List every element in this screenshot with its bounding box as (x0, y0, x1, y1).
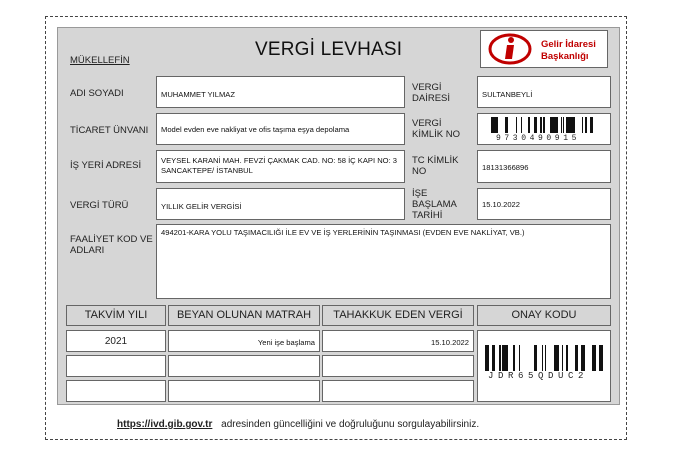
barcode-bar (502, 345, 503, 371)
barcode-bar (599, 345, 602, 371)
barcode-bar (593, 345, 596, 371)
label-activity: FAALİYET KOD VE ADLARI (70, 234, 153, 256)
barcode-bar (581, 345, 582, 371)
barcode-bar (519, 345, 520, 371)
label-start-date: İŞE BAŞLAMA TARİHİ (412, 188, 457, 221)
barcode-bar (554, 345, 556, 371)
barcode-bar (582, 345, 585, 371)
logo-line1: Gelir İdaresi (541, 39, 596, 50)
barcode-bar (500, 345, 501, 371)
footer-note (117, 419, 479, 430)
barcode-bar (485, 345, 488, 371)
barcode-bar (543, 117, 544, 133)
barcode-bar (573, 117, 575, 133)
barcode-bar (562, 345, 563, 371)
barcode-bar (513, 345, 514, 371)
start-date-box (477, 188, 611, 220)
start-date-value: 15.10.2022 (482, 200, 521, 209)
table-cell-year (66, 330, 166, 352)
barcode-bar (541, 117, 542, 133)
barcode-bar (577, 345, 578, 371)
section-label: MÜKELLEFİN (70, 55, 130, 66)
barcode-bar (561, 117, 562, 133)
tax-type-value: YILLIK GELİR VERGİSİ (161, 202, 242, 211)
barcode-bar (552, 117, 554, 133)
barcode-bar (505, 117, 506, 133)
page-title: VERGİ LEVHASI (255, 39, 403, 60)
barcode-bar (491, 117, 493, 133)
tax-office-value: SULTANBEYLİ (482, 90, 533, 99)
header-year: TAKVİM YILI (66, 305, 166, 326)
tax-id-box (477, 113, 611, 145)
barcode-bar (544, 117, 545, 133)
barcode-bar (528, 117, 530, 133)
barcode-bar (545, 345, 546, 371)
activity-box (156, 224, 611, 299)
barcode-bar (550, 117, 552, 133)
barcode-bar (493, 117, 494, 133)
address-value: VEYSEL KARANİ MAH. FEVZİ ÇAKMAK CAD. NO: 58 İÇ KAPI NO: 3 SANCAKTEPE/ İSTANBUL (161, 156, 398, 175)
barcode-bar (566, 117, 569, 133)
barcode-bar (592, 117, 593, 133)
barcode-bar (575, 345, 577, 371)
barcode-bar (556, 117, 558, 133)
barcode-bar (521, 117, 522, 133)
barcode-bar (540, 117, 541, 133)
table-cell-empty (322, 380, 474, 402)
tax-id-digits: 9730490915 (496, 134, 581, 143)
barcode-bar (495, 117, 498, 133)
barcode-bar (602, 345, 603, 371)
label-tax-type: VERGİ TÜRÜ (70, 200, 129, 211)
footer-link[interactable]: https://ivd.gib.gov.tr (117, 419, 213, 430)
gib-logo (480, 30, 608, 68)
barcode-bar (536, 345, 537, 371)
label-trade-name: TİCARET ÜNVANI (70, 125, 149, 136)
vergi-value: 15.10.2022 (430, 338, 469, 347)
barcode-bar (554, 117, 556, 133)
barcode-bar (556, 345, 559, 371)
table-cell-empty (66, 355, 166, 377)
name-value: MUHAMMET YILMAZ (161, 90, 235, 99)
table-cell-empty (66, 380, 166, 402)
barcode-bar (514, 345, 515, 371)
trade-name-box (156, 113, 405, 145)
label-address: İŞ YERİ ADRESİ (70, 160, 142, 171)
tax-id-barcode (491, 117, 599, 133)
barcode-bar (592, 345, 593, 371)
table-cell-empty (322, 355, 474, 377)
trade-name-value: Model evden eve nakliyat ve ofis taşıma eşya depolama (161, 125, 350, 134)
activity-value: 494201-KARA YOLU TAŞIMACILIĞI İLE EV VE İŞ YERLERİNİN TAŞINMASI (EVDEN EVE NAKLİYAT, VB.) (161, 228, 525, 237)
approval-box (477, 330, 611, 402)
barcode-bar (566, 345, 568, 371)
tc-id-value: 18131366896 (482, 163, 529, 172)
tc-id-box (477, 150, 611, 183)
barcode-bar (563, 117, 564, 133)
tax-office-box (477, 76, 611, 108)
barcode-bar (534, 345, 536, 371)
label-tax-office: VERGİ DAİRESİ (412, 82, 451, 104)
barcode-bar (572, 117, 573, 133)
barcode-bar (569, 117, 572, 133)
table-cell-empty (168, 355, 320, 377)
approval-barcode (485, 345, 603, 371)
barcode-bar (506, 117, 508, 133)
barcode-bar (534, 117, 537, 133)
barcode-bar (542, 345, 543, 371)
matrah-value: Yeni işe başlama (257, 338, 315, 347)
address-box (156, 150, 405, 183)
gib-logo-icon (487, 32, 533, 66)
table-cell-empty (168, 380, 320, 402)
barcode-bar (582, 117, 583, 133)
barcode-bar (503, 345, 506, 371)
barcode-bar (590, 117, 592, 133)
barcode-bar (494, 117, 495, 133)
barcode-bar (499, 345, 500, 371)
footer-text: adresinden güncelliğini ve doğruluğunu sorgulayabilirsiniz. (221, 419, 480, 430)
label-tc-id: TC KİMLİK NO (412, 155, 459, 177)
header-matrah: BEYAN OLUNAN MATRAH (168, 305, 320, 326)
barcode-bar (506, 345, 508, 371)
header-vergi: TAHAKKUK EDEN VERGİ (322, 305, 474, 326)
label-tax-id: VERGİ KİMLİK NO (412, 118, 461, 140)
barcode-bar (585, 117, 587, 133)
tax-type-box (156, 188, 405, 220)
barcode-bar (516, 117, 517, 133)
table-cell-matrah (168, 330, 320, 352)
approval-code: JDR65QDUC2 (488, 371, 589, 381)
barcode-bar (488, 345, 489, 371)
header-approval: ONAY KODU (477, 305, 611, 326)
name-box (156, 76, 405, 108)
label-name: ADI SOYADI (70, 88, 124, 99)
table-cell-vergi (322, 330, 474, 352)
year-value: 2021 (104, 336, 128, 347)
logo-line2: Başkanlığı (541, 51, 589, 62)
barcode-bar (492, 345, 495, 371)
